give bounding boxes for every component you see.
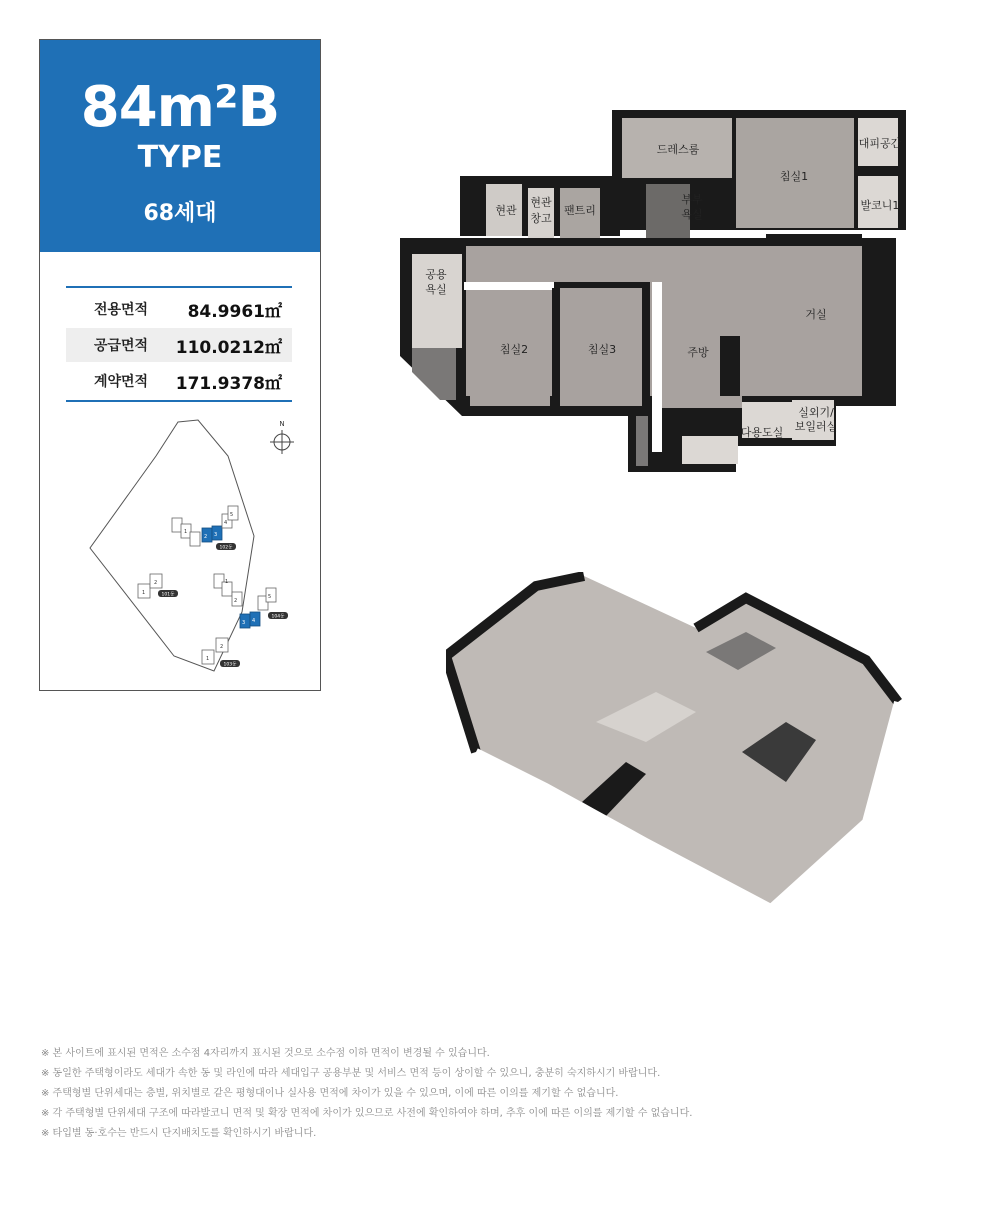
label-entrance-storage-1: 현관 [530, 196, 552, 209]
disclaimer-notes [41, 1044, 941, 1144]
building-label: 103동 [223, 662, 237, 668]
label-master-bath-2: 욕실 [681, 208, 703, 221]
label-common-bath-1: 공용 [425, 268, 447, 281]
unit-number: 4 [252, 618, 256, 624]
building-label: 104동 [271, 614, 285, 620]
label-utility: 다용도실 [740, 426, 784, 439]
building-label: 101동 [161, 592, 175, 598]
label-master-bath-1: 부부 [681, 193, 703, 206]
floor-plan [396, 106, 912, 472]
unit-number: 2 [220, 644, 224, 650]
area-label: 공급면적 [93, 338, 149, 354]
area-row-supply [66, 328, 292, 362]
label-evac-space: 대피공간 [858, 137, 902, 150]
area-value: 171.9378㎡ [175, 374, 282, 394]
label-kitchen: 주방 [687, 346, 709, 359]
note-item: ※ 동일한 주택형이라도 세대가 속한 동 및 라인에 따라 세대입구 공용부분 및 서비스 면적 등이 상이할 수 있으니, 충분히 숙지하시기 바랍니다. [41, 1068, 661, 1079]
area-label: 계약면적 [93, 374, 149, 390]
unit-number: 1 [225, 579, 229, 585]
label-outdoor-unit-1: 실외기/ [798, 406, 834, 419]
label-living: 거실 [805, 308, 827, 321]
unit-number: 1 [142, 590, 146, 596]
label-bedroom1: 침실1 [779, 170, 809, 183]
label-common-bath-2: 욕실 [425, 283, 447, 296]
unit-number: 1 [206, 656, 210, 662]
unit-number: 4 [224, 520, 228, 526]
unit-number: 5 [268, 594, 272, 600]
unit-number: 2 [204, 534, 208, 540]
area-value: 110.0212㎡ [175, 338, 282, 358]
unit-number: 3 [242, 620, 246, 626]
kitchen-balcony [682, 436, 738, 464]
unit-info-card [39, 39, 321, 691]
compass-north-label: N [279, 420, 285, 428]
area-row-contract [66, 364, 292, 398]
household-count: 68세대 [143, 201, 217, 226]
area-value: 84.9961㎡ [187, 302, 282, 322]
unit-type-title: 84m²B [80, 75, 280, 140]
unit-type-label: TYPE [137, 140, 223, 175]
area-row-exclusive [66, 292, 292, 326]
unit-header [40, 40, 320, 252]
unit-number: 2 [234, 598, 238, 604]
label-entrance-storage-2: 창고 [530, 212, 552, 225]
area-table [66, 286, 292, 402]
label-pantry: 팬트리 [564, 204, 596, 217]
compass-icon [270, 420, 294, 454]
label-dress-room: 드레스룸 [656, 143, 700, 156]
kitchen-alcove [636, 416, 648, 466]
building-label: 102동 [219, 545, 233, 551]
note-item: ※ 타입별 동·호수는 반드시 단지배치도를 확인하시기 바랍니다. [41, 1128, 317, 1139]
label-bedroom2: 침실2 [499, 343, 529, 356]
unit-number: 2 [154, 580, 158, 586]
label-balcony1: 발코니1 [860, 199, 900, 212]
label-entrance: 현관 [495, 204, 517, 217]
unit-number: 5 [230, 512, 234, 518]
note-item: ※ 주택형별 단위세대는 층별, 위치별로 같은 평형대이나 실사용 면적에 차이가 있을 수 있으며, 이에 따른 이의를 제기할 수 없습니다. [41, 1088, 619, 1099]
note-item: ※ 각 주택형별 단위세대 구조에 따라발코니 면적 및 확장 면적에 차이가 있으므로 사전에 확인하여야 하며, 추후 이에 따른 이의를 제기할 수 없습니다. [41, 1108, 693, 1119]
unit-number: 3 [214, 532, 218, 538]
note-item: ※ 본 사이트에 표시된 면적은 소수점 4자리까지 표시된 것으로 소수점 이하 면적이 변경될 수 있습니다. [41, 1048, 490, 1059]
label-bedroom3: 침실3 [587, 343, 617, 356]
area-label: 전용면적 [93, 302, 149, 318]
site-plan-map [86, 416, 296, 676]
unit-number: 1 [184, 529, 188, 535]
isometric-render [446, 572, 916, 908]
common-bath-shower [412, 348, 456, 400]
label-outdoor-unit-2: 보일러실 [794, 420, 838, 433]
